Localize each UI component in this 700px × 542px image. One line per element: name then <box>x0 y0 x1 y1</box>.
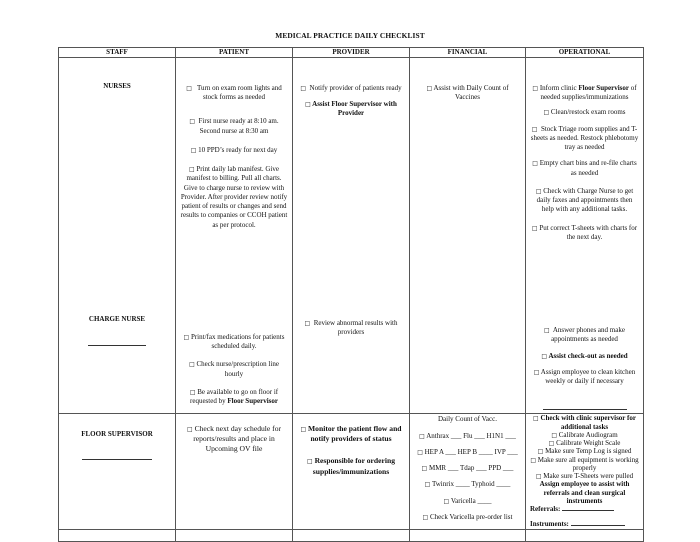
instruments-input[interactable] <box>571 525 625 526</box>
checkbox-icon[interactable]: □ <box>531 125 538 133</box>
referrals-input[interactable] <box>562 510 614 511</box>
provider-cell <box>293 414 410 529</box>
charge-nurse-name-line <box>63 340 171 349</box>
floor-provider-item: □ Responsible for ordering supplies/immunizations <box>306 456 396 476</box>
financial-cell <box>410 414 526 529</box>
nurses-operational-item: □ Check with Charge Nurse to get daily faxes and appointments then help with any additional tasks. <box>535 186 634 214</box>
empty-cell <box>59 529 176 541</box>
checkbox-icon[interactable]: □ <box>300 85 307 92</box>
referrals-line: Referrals: <box>530 505 639 513</box>
charge-patient-item: □ Print/fax medications for patients scheduled daily. <box>183 332 285 351</box>
charge-provider-item: □ Review abnormal results with providers <box>304 318 398 336</box>
checkbox-icon[interactable]: □ <box>424 481 431 489</box>
vaccine-count-line: □ Check Varicella pre-order list <box>422 512 513 521</box>
header-staff: STAFF <box>59 48 176 58</box>
checkbox-icon[interactable]: □ <box>535 473 542 481</box>
floor-operational-item: □ Make sure Temp Log is signed <box>537 447 632 456</box>
checkbox-icon[interactable]: □ <box>417 448 423 456</box>
charge-operational-item: □ Assign employee to clean kitchen weekly or daily if necessary <box>533 367 636 385</box>
floor-supervisor-row <box>59 414 644 529</box>
checkbox-icon[interactable]: □ <box>300 426 307 434</box>
checkbox-icon[interactable]: □ <box>189 118 196 126</box>
checkbox-icon[interactable]: □ <box>548 440 555 448</box>
vaccine-count-line: □ Varicella ____ <box>443 496 492 505</box>
nurses-provider-item: □ Assist Floor Supervisor with Provider <box>305 100 397 118</box>
signature-line <box>82 459 152 460</box>
checkbox-icon[interactable]: □ <box>419 432 425 440</box>
checkbox-icon[interactable]: □ <box>541 352 548 360</box>
charge-operational-item: □ Assist check-out as needed <box>541 351 628 360</box>
nurses-operational-item: □ Put correct T-sheets with charts for the next day. <box>531 223 638 241</box>
nurses-operational-item: □ Stock Triage room supplies and T-sheets as needed. Restock phlebotomy tray as needed <box>530 124 639 152</box>
checkbox-icon[interactable]: □ <box>421 465 428 473</box>
checkbox-icon[interactable]: □ <box>530 456 536 464</box>
checkbox-icon[interactable]: □ <box>533 415 539 423</box>
nurses-operational-item: □ Inform clinic Floor Supervisor of needed supplies/immunizations <box>532 84 637 102</box>
checkbox-icon[interactable]: □ <box>422 513 429 521</box>
vaccine-count-line: □ Anthrax ___ Flu ___ H1N1 ___ <box>419 431 516 440</box>
checkbox-icon[interactable]: □ <box>531 224 538 232</box>
checkbox-icon[interactable]: □ <box>306 458 313 466</box>
operational-cell <box>526 414 644 529</box>
empty-cell <box>176 529 293 541</box>
floor-patient-item: □ Check next day schedule for reports/results and place in Upcoming OV file <box>186 424 282 454</box>
nurses-patient-item: □ 10 PPD’s ready for next day <box>190 145 278 154</box>
signature-line <box>88 345 146 346</box>
charge-patient-item: □ Check nurse/prescription line hourly <box>189 360 279 378</box>
checkbox-icon[interactable]: □ <box>189 388 196 396</box>
staff-label-nurses: NURSES <box>103 82 131 90</box>
header-provider: PROVIDER <box>293 48 410 58</box>
checkbox-icon[interactable]: □ <box>304 319 311 327</box>
vaccine-count-line: □ HEP A ___ HEP B ____ IVP ___ <box>417 447 518 456</box>
checkbox-icon[interactable]: □ <box>543 109 550 117</box>
financial-cell <box>410 58 526 414</box>
checkbox-icon[interactable]: □ <box>188 166 195 174</box>
staff-cell <box>59 58 176 414</box>
checkbox-icon[interactable]: □ <box>535 187 542 195</box>
empty-cell <box>526 529 644 541</box>
checkbox-icon[interactable]: □ <box>183 333 190 341</box>
empty-cell <box>293 529 410 541</box>
checkbox-icon[interactable]: □ <box>305 101 311 109</box>
staff-label-floor-supervisor: FLOOR SUPERVISOR <box>81 430 153 439</box>
checkbox-icon[interactable]: □ <box>186 426 193 434</box>
nurses-operational-item: □ Empty chart bins and re-file charts as needed <box>532 159 637 177</box>
empty-row <box>59 529 644 541</box>
vaccine-count-line: □ MMR ___ Tdap ___ PPD ___ <box>421 464 514 473</box>
floor-operational-item: □ Make sure all equipment is working properly <box>530 455 639 472</box>
instruments-line: Instruments: <box>530 520 639 528</box>
checkbox-icon[interactable]: □ <box>426 85 433 92</box>
patient-cell <box>176 414 293 529</box>
header-patient: PATIENT <box>176 48 293 58</box>
floor-operational-item: □ Calibrate Weight Scale <box>548 439 621 448</box>
floor-provider-item: □ Monitor the patient flow and notify providers of status <box>300 424 402 444</box>
vaccine-count-line: □ Twinrix ____ Typhoid ____ <box>424 480 511 489</box>
empty-cell <box>410 529 526 541</box>
operational-cell <box>526 58 644 414</box>
charge-operational-item: □ Answer phones and make appointments as needed <box>544 326 625 344</box>
patient-cell <box>176 58 293 414</box>
checkbox-icon[interactable]: □ <box>186 85 192 92</box>
checkbox-icon[interactable]: □ <box>533 368 540 376</box>
nurses-row <box>59 58 644 414</box>
checklist-table <box>58 47 644 542</box>
floor-supervisor-name-line <box>63 454 171 463</box>
checkbox-icon[interactable]: □ <box>537 448 544 456</box>
provider-cell <box>293 58 410 414</box>
nurses-financial-item: □ Assist with Daily Count of Vaccines <box>426 84 509 102</box>
nurses-patient-item: □ Print daily lab manifest. Give manifest to billing. Pull all charts. Give to charge nurse to review with Provider. After provider review notify patient of results or changes and send results to companies or CCOH patient as per protocol. <box>180 165 288 229</box>
header-row <box>59 48 644 58</box>
checkbox-icon[interactable]: □ <box>189 361 195 369</box>
checkbox-icon[interactable]: □ <box>551 431 557 439</box>
checkbox-icon[interactable]: □ <box>190 146 197 154</box>
charge-patient-item: □ Be available to go on floor if requested by Floor Supervisor <box>189 387 279 405</box>
floor-operational-item: □ Check with clinic supervisor for additional tasks <box>533 414 636 431</box>
staff-cell <box>59 414 176 529</box>
checkbox-icon[interactable]: □ <box>532 160 538 168</box>
floor-operational-item: □ Make sure T-Sheets were pulled <box>535 472 634 481</box>
nurses-patient-item: □ Turn on exam room lights and stock forms as needed <box>186 84 282 102</box>
checkbox-icon[interactable]: □ <box>544 327 550 335</box>
checkbox-icon[interactable]: □ <box>532 85 539 92</box>
checkbox-icon[interactable]: □ <box>443 497 450 505</box>
operational-signature-line <box>530 404 639 413</box>
page-title: MEDICAL PRACTICE DAILY CHECKLIST <box>275 31 425 40</box>
floor-operational-item: □ Calibrate Audiogram <box>551 430 618 439</box>
nurses-operational-item: □ Clean/restock exam rooms <box>543 108 626 117</box>
header-financial: FINANCIAL <box>410 48 526 58</box>
vaccine-count-heading: Daily Count of Vacc. <box>438 415 497 424</box>
staff-label-charge-nurse: CHARGE NURSE <box>88 315 146 324</box>
header-operational: OPERATIONAL <box>526 48 644 58</box>
signature-line <box>543 409 627 410</box>
nurses-provider-item: □ Notify provider of patients ready <box>300 84 402 92</box>
floor-operational-item: Assign employee to assist with referrals and clean surgical instruments <box>539 480 630 505</box>
nurses-patient-item: □ First nurse ready at 8:10 am. Second nurse at 8:30 am <box>189 117 279 135</box>
